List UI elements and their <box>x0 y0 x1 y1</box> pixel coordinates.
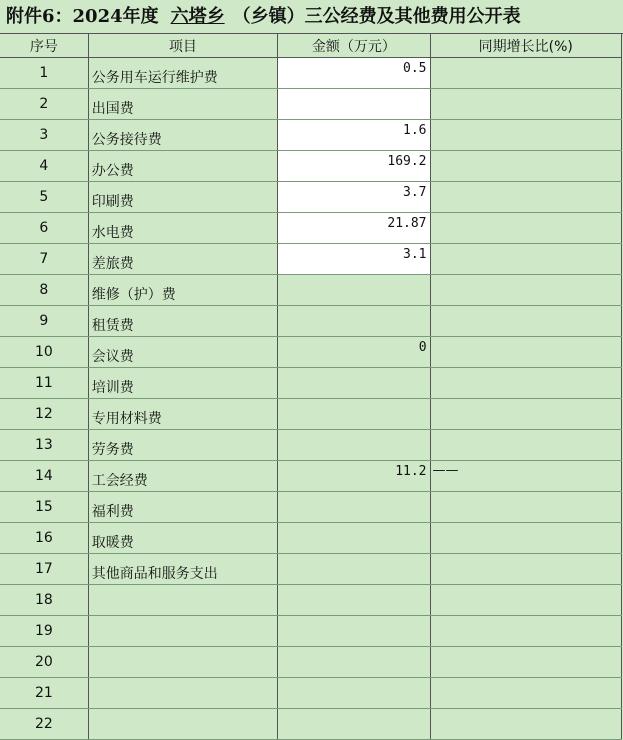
title-suffix: （乡镇）三公经费及其他费用公开表 <box>232 6 521 27</box>
table-row <box>0 306 622 337</box>
title-township: 六塔乡 <box>170 6 225 27</box>
item-cell[interactable]: 会议费 <box>88 337 277 368</box>
row-number-cell[interactable]: 11 <box>0 368 88 399</box>
table-title <box>0 0 623 34</box>
row-number-cell[interactable]: 9 <box>0 306 88 337</box>
growth-cell[interactable] <box>430 213 621 244</box>
row-number-cell[interactable]: 5 <box>0 182 88 213</box>
amount-cell[interactable]: 3.1 <box>278 244 430 275</box>
amount-cell[interactable] <box>278 709 430 740</box>
growth-cell[interactable] <box>430 306 621 337</box>
table-row <box>0 89 622 120</box>
growth-cell[interactable] <box>430 337 621 368</box>
item-cell[interactable] <box>88 585 277 616</box>
item-cell[interactable]: 福利费 <box>88 492 277 523</box>
growth-cell[interactable] <box>430 709 621 740</box>
row-number-cell[interactable]: 6 <box>0 213 88 244</box>
table-row <box>0 399 622 430</box>
row-number-cell[interactable]: 19 <box>0 616 88 647</box>
row-number-cell[interactable]: 12 <box>0 399 88 430</box>
row-number-cell[interactable]: 15 <box>0 492 88 523</box>
amount-cell[interactable] <box>278 430 430 461</box>
item-cell[interactable] <box>88 678 277 709</box>
amount-cell[interactable] <box>278 399 430 430</box>
row-number-cell[interactable]: 7 <box>0 244 88 275</box>
row-number-cell[interactable]: 10 <box>0 337 88 368</box>
item-cell[interactable]: 租赁费 <box>88 306 277 337</box>
growth-cell[interactable] <box>430 58 621 89</box>
item-cell[interactable]: 印刷费 <box>88 182 277 213</box>
amount-cell[interactable] <box>278 492 430 523</box>
amount-cell[interactable] <box>278 306 430 337</box>
table-row <box>0 647 622 678</box>
growth-cell[interactable] <box>430 492 621 523</box>
amount-cell[interactable]: 0 <box>278 337 430 368</box>
growth-cell[interactable] <box>430 151 621 182</box>
growth-cell[interactable] <box>430 678 621 709</box>
amount-cell[interactable] <box>278 647 430 678</box>
header-amount: 金额（万元） <box>278 34 430 58</box>
growth-cell[interactable] <box>430 430 621 461</box>
table-row <box>0 120 622 151</box>
growth-cell[interactable] <box>430 399 621 430</box>
table-row <box>0 58 622 89</box>
amount-cell[interactable] <box>278 275 430 306</box>
item-cell[interactable]: 出国费 <box>88 89 277 120</box>
item-cell[interactable] <box>88 647 277 678</box>
row-number-cell[interactable]: 22 <box>0 709 88 740</box>
row-number-cell[interactable]: 4 <box>0 151 88 182</box>
growth-cell[interactable] <box>430 523 621 554</box>
header-item: 项目 <box>88 34 277 58</box>
table-row <box>0 368 622 399</box>
row-number-cell[interactable]: 14 <box>0 461 88 492</box>
growth-cell[interactable] <box>430 182 621 213</box>
item-cell[interactable]: 公务用车运行维护费 <box>88 58 277 89</box>
amount-cell[interactable]: 1.6 <box>278 120 430 151</box>
amount-cell[interactable] <box>278 89 430 120</box>
item-cell[interactable]: 办公费 <box>88 151 277 182</box>
table-row <box>0 213 622 244</box>
item-cell[interactable]: 其他商品和服务支出 <box>88 554 277 585</box>
table-row <box>0 616 622 647</box>
table-row <box>0 492 622 523</box>
growth-cell[interactable] <box>430 647 621 678</box>
expense-table <box>0 34 622 740</box>
growth-cell[interactable] <box>430 368 621 399</box>
item-cell[interactable]: 差旅费 <box>88 244 277 275</box>
amount-cell[interactable] <box>278 678 430 709</box>
header-row <box>0 34 622 58</box>
title-prefix: 附件6：2024年度 <box>6 6 159 27</box>
growth-cell[interactable] <box>430 89 621 120</box>
amount-cell[interactable]: 3.7 <box>278 182 430 213</box>
table-row <box>0 182 622 213</box>
table-row <box>0 151 622 182</box>
growth-cell[interactable] <box>430 120 621 151</box>
row-number-cell[interactable]: 18 <box>0 585 88 616</box>
row-number-cell[interactable]: 2 <box>0 89 88 120</box>
growth-cell[interactable] <box>430 275 621 306</box>
item-cell[interactable]: 培训费 <box>88 368 277 399</box>
amount-cell[interactable] <box>278 523 430 554</box>
row-number-cell[interactable]: 16 <box>0 523 88 554</box>
amount-cell[interactable]: 169.2 <box>278 151 430 182</box>
table-row <box>0 523 622 554</box>
growth-cell[interactable] <box>430 585 621 616</box>
row-number-cell[interactable]: 8 <box>0 275 88 306</box>
table-row <box>0 678 622 709</box>
row-number-cell[interactable]: 1 <box>0 58 88 89</box>
item-cell[interactable]: 工会经费 <box>88 461 277 492</box>
item-cell[interactable] <box>88 616 277 647</box>
table-row <box>0 430 622 461</box>
growth-cell[interactable] <box>430 616 621 647</box>
amount-cell[interactable]: 21.87 <box>278 213 430 244</box>
table-row <box>0 244 622 275</box>
growth-cell[interactable]: —— <box>430 461 621 492</box>
table-row <box>0 461 622 492</box>
amount-cell[interactable] <box>278 554 430 585</box>
item-cell[interactable]: 水电费 <box>88 213 277 244</box>
table-row <box>0 585 622 616</box>
item-cell[interactable]: 专用材料费 <box>88 399 277 430</box>
amount-cell[interactable] <box>278 368 430 399</box>
row-number-cell[interactable]: 17 <box>0 554 88 585</box>
item-cell[interactable]: 公务接待费 <box>88 120 277 151</box>
amount-cell[interactable]: 0.5 <box>278 58 430 89</box>
amount-cell[interactable]: 11.2 <box>278 461 430 492</box>
amount-cell[interactable] <box>278 585 430 616</box>
header-growth: 同期增长比(%) <box>430 34 621 58</box>
header-no: 序号 <box>0 34 88 58</box>
item-cell[interactable]: 维修（护）费 <box>88 275 277 306</box>
item-cell[interactable]: 取暖费 <box>88 523 277 554</box>
table-row <box>0 275 622 306</box>
table-row <box>0 337 622 368</box>
item-cell[interactable] <box>88 709 277 740</box>
table-row <box>0 709 622 740</box>
growth-cell[interactable] <box>430 244 621 275</box>
row-number-cell[interactable]: 3 <box>0 120 88 151</box>
growth-cell[interactable] <box>430 554 621 585</box>
item-cell[interactable]: 劳务费 <box>88 430 277 461</box>
table-row <box>0 554 622 585</box>
row-number-cell[interactable]: 13 <box>0 430 88 461</box>
amount-cell[interactable] <box>278 616 430 647</box>
row-number-cell[interactable]: 20 <box>0 647 88 678</box>
row-number-cell[interactable]: 21 <box>0 678 88 709</box>
